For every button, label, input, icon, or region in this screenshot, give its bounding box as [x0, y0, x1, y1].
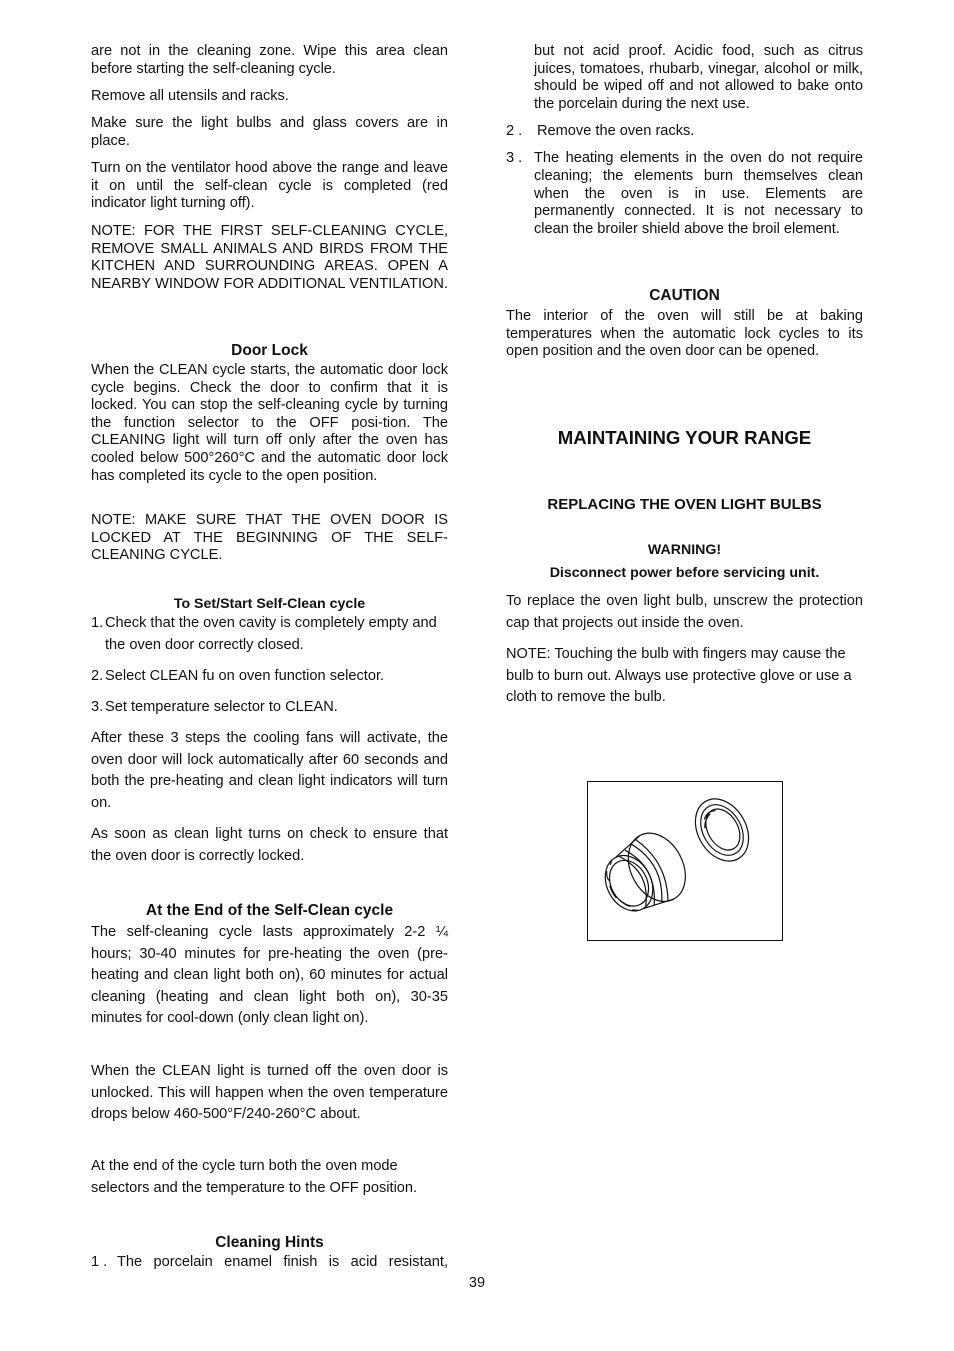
heading-cleaning-hints: Cleaning Hints — [215, 1234, 324, 1251]
step-2 — [91, 666, 448, 688]
hint-2 — [506, 123, 863, 141]
step-text: Set temperature selector to CLEAN. — [105, 699, 338, 715]
hint-3 — [506, 150, 863, 239]
paragraph-remove-utensils: Remove all utensils and racks. — [91, 88, 289, 104]
text-disconnect-power: Disconnect power before servicing unit. — [549, 565, 820, 581]
step-text: Check that the oven cavity is completely empty and the oven door correctly closed. — [105, 615, 437, 653]
heading-end-of-cycle: At the End of the Self-Clean cycle — [145, 902, 394, 919]
hint-number: 1 . — [91, 1254, 108, 1270]
paragraph-door-lock: When the CLEAN cycle starts, the automatic door lock cycle begins. Check the door to confirm that it is locked. You can stop the self-cleaning cycle by turning the function selector to the OFF posi-tion. The CLEANING light will turn off only after the oven has cooled below 500°260°C and the automatic door lock has completed its cycle to the open position. — [91, 362, 448, 484]
step-number: 1. — [91, 615, 104, 631]
page-number: 39 — [468, 1275, 486, 1291]
hint-number: 3 . — [506, 150, 523, 166]
step-text: Select CLEAN fu on oven function selector. — [105, 668, 385, 684]
paragraph-door-unlocked: When the CLEAN light is turned off the oven door is unlocked. This will happen when the oven temperature drops below 460-500°F/240-260°C about. — [91, 1063, 448, 1123]
paragraph-replace-bulb: To replace the oven light bulb, unscrew the protection cap that projects out inside the oven. — [506, 593, 863, 631]
heading-warning: WARNING! — [647, 542, 722, 558]
paragraph-ventilator-hood: Turn on the ventilator hood above the range and leave it on until the self-clean cycle is completed (red indicator light turning off). — [91, 160, 448, 212]
heading-replacing-bulbs: REPLACING THE OVEN LIGHT BULBS — [547, 496, 822, 513]
step-number: 3. — [91, 699, 104, 715]
note-door-locked: NOTE: MAKE SURE THAT THE OVEN DOOR IS LOCKED AT THE BEGINNING OF THE SELF-CLEANING CYCLE. — [91, 512, 448, 564]
hint-1-continued: but not acid proof. Acidic food, such as citrus juices, tomatoes, rhubarb, vinegar, alcohol or milk, should be wiped off and not allowed to bake onto the porcelain during the next use. — [534, 43, 863, 112]
bulb-cover-drawing — [588, 782, 782, 940]
heading-maintaining: MAINTAINING YOUR RANGE — [557, 427, 812, 448]
heading-caution: CAUTION — [649, 287, 720, 304]
paragraph-as-soon: As soon as clean light turns on check to ensure that the oven door is correctly locked. — [91, 826, 448, 864]
heading-door-lock: Door Lock — [231, 342, 308, 359]
note-touching-bulb: NOTE: Touching the bulb with fingers may cause the bulb to burn out. Always use protective glove or use a cloth to remove the bulb. — [506, 646, 852, 706]
paragraph-caution: The interior of the oven will still be at baking temperatures when the automatic lock cycles to its open position and the oven door can be opened. — [506, 308, 863, 360]
paragraph-after-steps: After these 3 steps the cooling fans will activate, the oven door will lock automatically after 60 seconds and both the pre-heating and clean light indicators will turn on. — [91, 730, 448, 811]
hint-text: The porcelain enamel finish is acid resistant, — [117, 1254, 448, 1270]
heading-set-start: To Set/Start Self-Clean cycle — [173, 596, 366, 612]
hint-text: Remove the oven racks. — [537, 123, 695, 139]
bulb-cover-illustration — [587, 781, 783, 941]
paragraph-light-bulbs: Make sure the light bulbs and glass covers are in place. — [91, 115, 448, 149]
hint-text: The heating elements in the oven do not require cleaning; the elements burn themselves clean when the oven is in use. Elements are permanently connected. It is not necessary to clean the broiler shield above the broil element. — [534, 150, 863, 238]
note-first-cycle: NOTE: FOR THE FIRST SELF-CLEANING CYCLE, REMOVE SMALL ANIMALS AND BIRDS FROM THE KITCHEN AND SURROUNDING AREAS. OPEN A NEARBY WINDOW FOR ADDITIONAL VENTILATION. — [91, 223, 448, 292]
paragraph-wipe-area: are not in the cleaning zone. Wipe this area clean before starting the self-cleaning cycle. — [91, 43, 448, 77]
step-1 — [91, 613, 448, 656]
step-3 — [91, 697, 448, 719]
hint-number: 2 . — [506, 123, 523, 139]
paragraph-cycle-duration: The self-cleaning cycle lasts approximately 2-2 ¼ hours; 30-40 minutes for pre-heating the oven (pre-heating and clean light both on), 60 minutes for actual cleaning (heating and clean light both on), 30-35 minutes for cool-down (only clean light on). — [91, 924, 448, 1027]
step-number: 2. — [91, 668, 104, 684]
hint-1 — [91, 1252, 448, 1272]
paragraph-turn-off: At the end of the cycle turn both the oven mode selectors and the temperature to the OFF position. — [91, 1158, 418, 1196]
